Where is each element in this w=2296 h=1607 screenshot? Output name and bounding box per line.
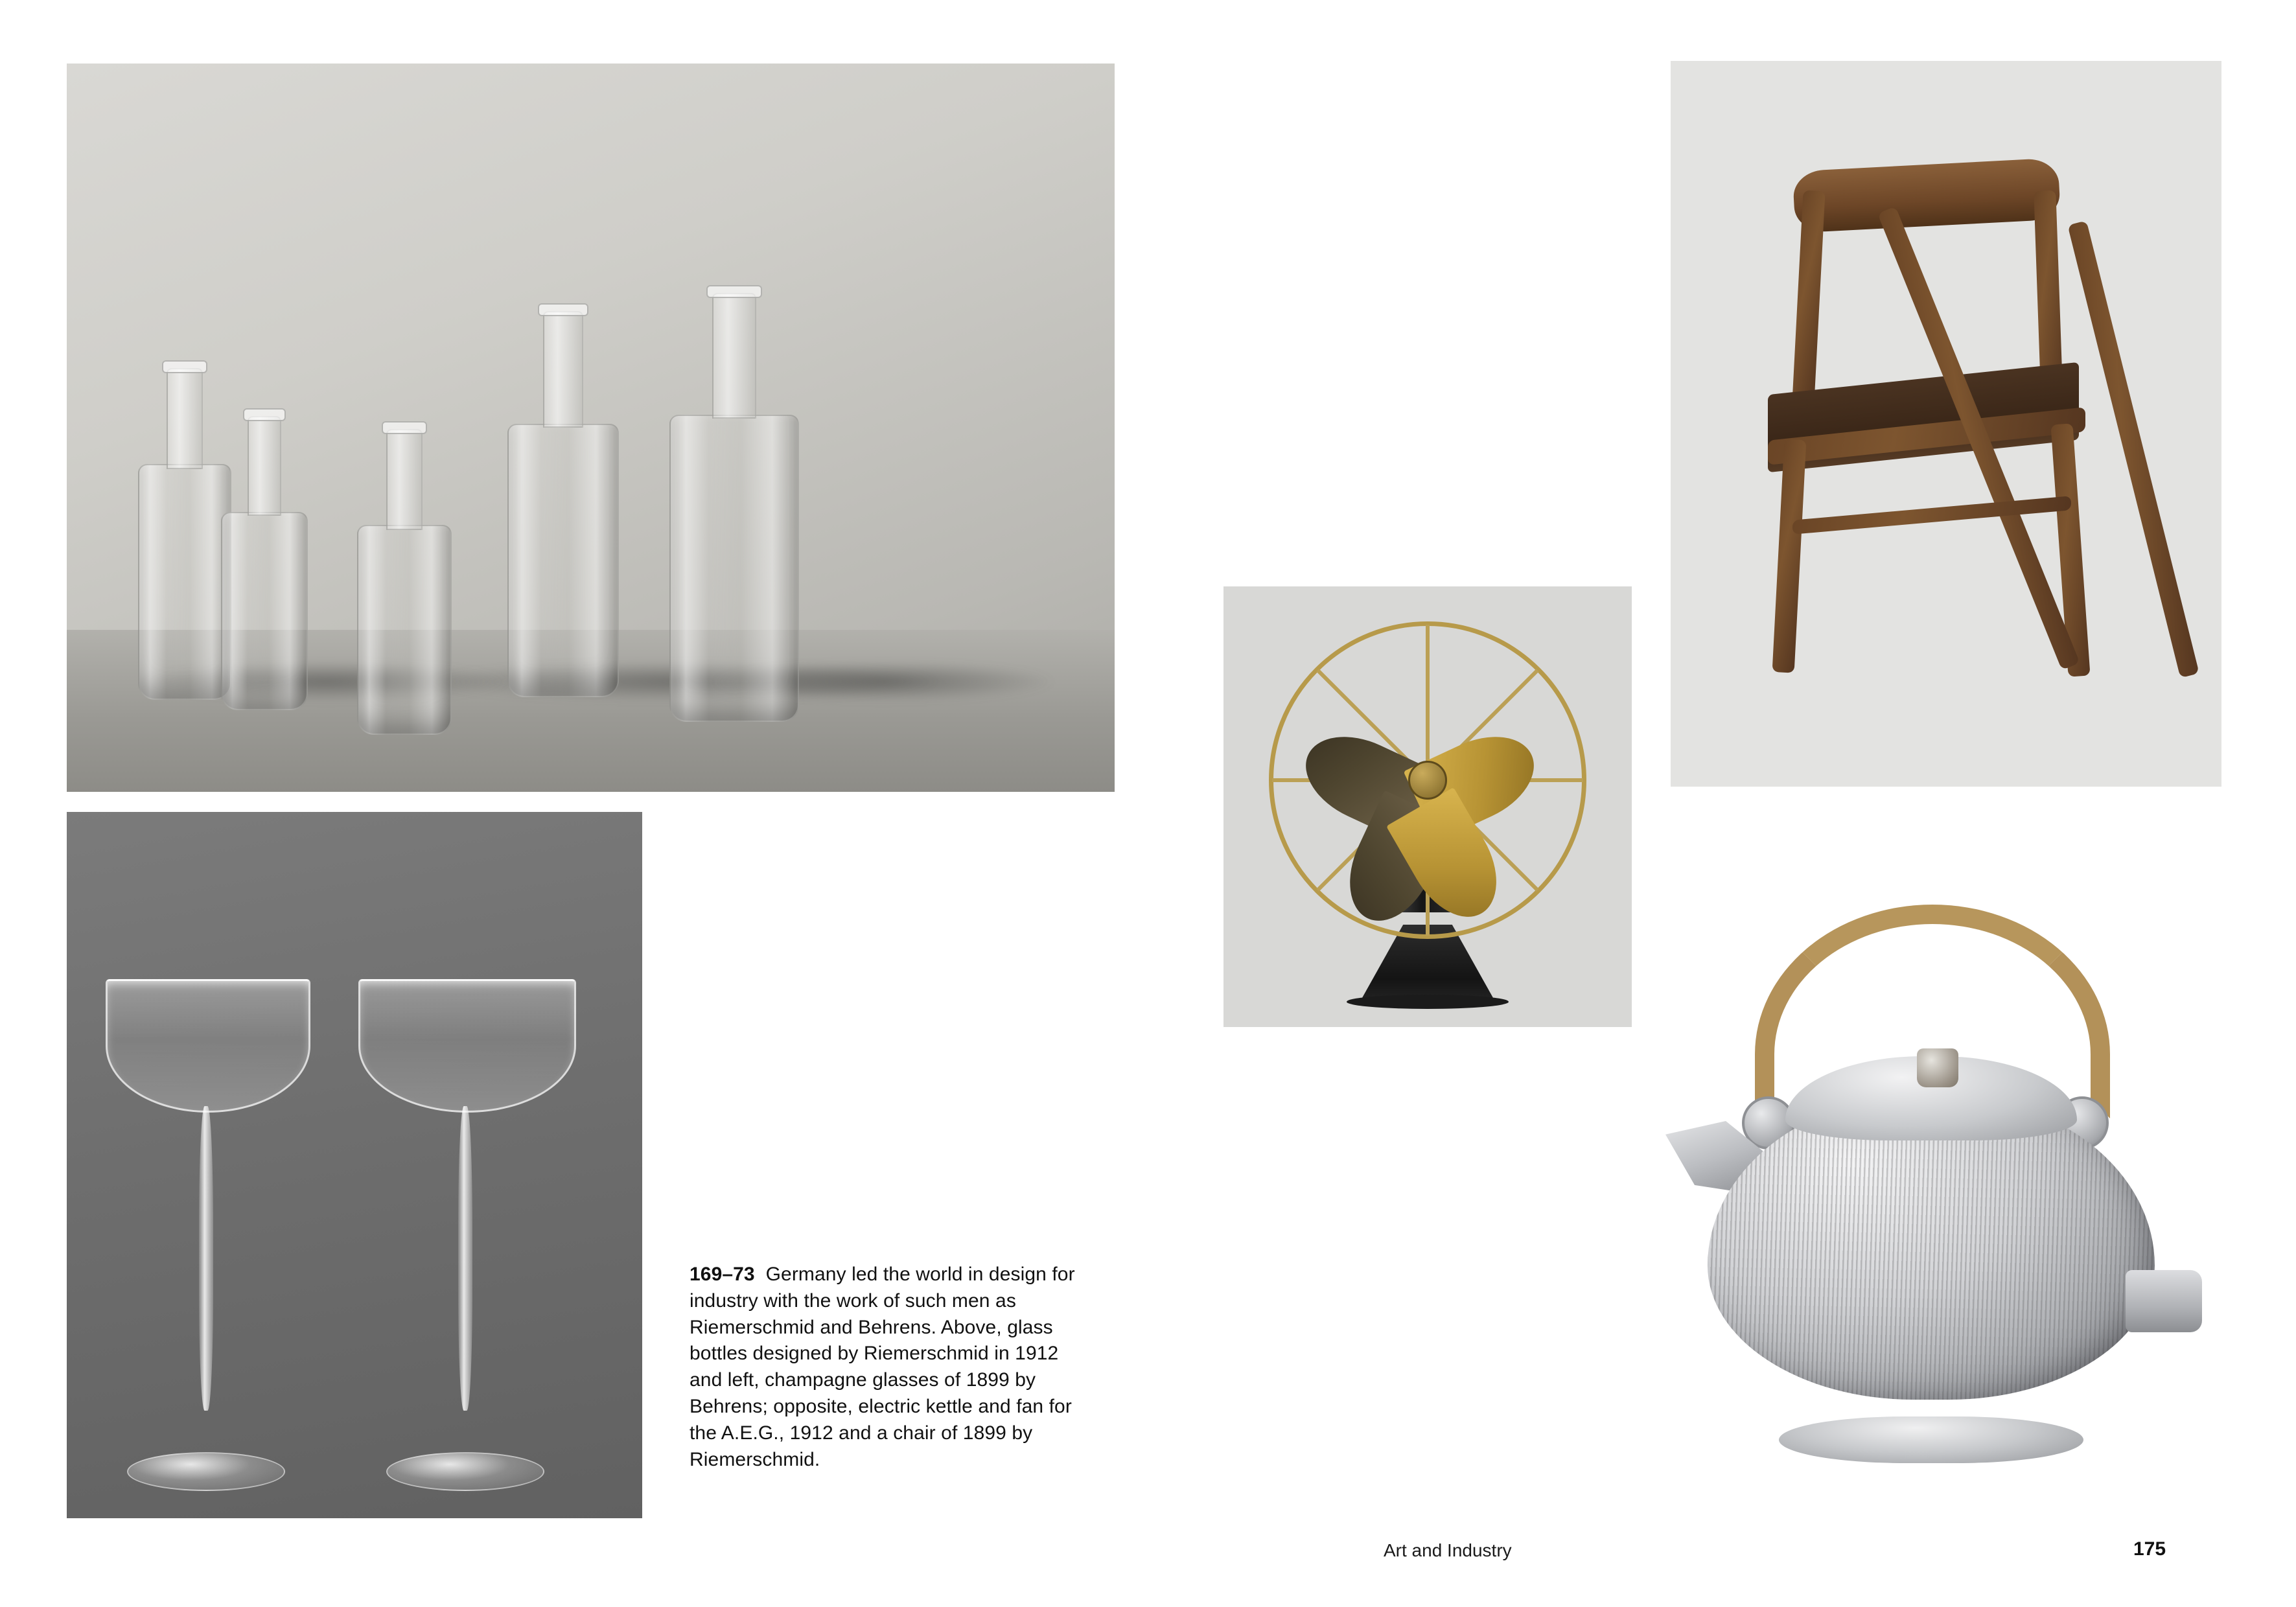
fan-base-plate [1347, 995, 1509, 1009]
kettle-foot-ring [1779, 1416, 2083, 1463]
bottle-5-lip [706, 285, 762, 298]
bottle-2 [221, 512, 308, 710]
fan-hub [1408, 761, 1447, 800]
bottle-2-neck [248, 416, 281, 516]
chair-leg-rear-right [2067, 220, 2199, 678]
chair-back-left-upright [1792, 190, 1825, 404]
bottle-4-neck [543, 311, 583, 428]
bottle-5 [669, 415, 799, 722]
figure-caption [690, 1262, 1078, 1473]
champagne-glass-left-foot [127, 1452, 285, 1491]
figure-champagne-glasses [67, 812, 642, 1518]
kettle-lid-knob [1917, 1048, 1958, 1087]
footer-section-title: Art and Industry [1384, 1540, 1512, 1560]
champagne-glass-right-stem [458, 1106, 472, 1411]
figure-chair [1671, 61, 2221, 787]
footer-page-number: 175 [2133, 1538, 2166, 1560]
champagne-glass-left [106, 979, 307, 1491]
bottle-3-neck [386, 429, 423, 530]
bottle-1 [138, 464, 231, 700]
bottle-3-lip [382, 421, 427, 434]
champagne-glass-right-bowl [358, 979, 576, 1113]
caption-text: Germany led the world in design for industry with the work of such men as Riemerschmid and Behrens. Above, glass bottles designed by Riemerschmid in 1912 and left, champagne glasses of 1899 by Behrens; opposite, electric kettle and fan for the A.E.G., 1912 and a chair of 1899 by Riemerschmid. [690, 1264, 1075, 1470]
champagne-glass-left-stem [199, 1106, 213, 1411]
figure-electric-kettle [1646, 842, 2229, 1542]
bottle-2-lip [243, 408, 286, 421]
bottle-4-lip [538, 303, 588, 316]
bottle-4 [507, 424, 619, 697]
chair-leg-front-left [1772, 439, 1807, 673]
figure-glass-bottles [67, 64, 1115, 792]
caption-spacer [755, 1264, 766, 1285]
bottle-1-lip [162, 360, 207, 373]
caption-figure-numbers: 169–73 [690, 1264, 755, 1285]
champagne-glass-right-foot [386, 1452, 544, 1491]
bottle-5-neck [712, 293, 756, 419]
figure-electric-fan [1223, 586, 1632, 1027]
chair-back-rail [1792, 157, 2061, 233]
champagne-glass-left-bowl [106, 979, 310, 1113]
bottle-3 [357, 525, 452, 735]
champagne-glass-right [358, 979, 572, 1491]
bottle-1-neck [167, 368, 203, 469]
chair-stretcher [1792, 496, 2071, 535]
kettle-plug-socket [2126, 1270, 2202, 1332]
